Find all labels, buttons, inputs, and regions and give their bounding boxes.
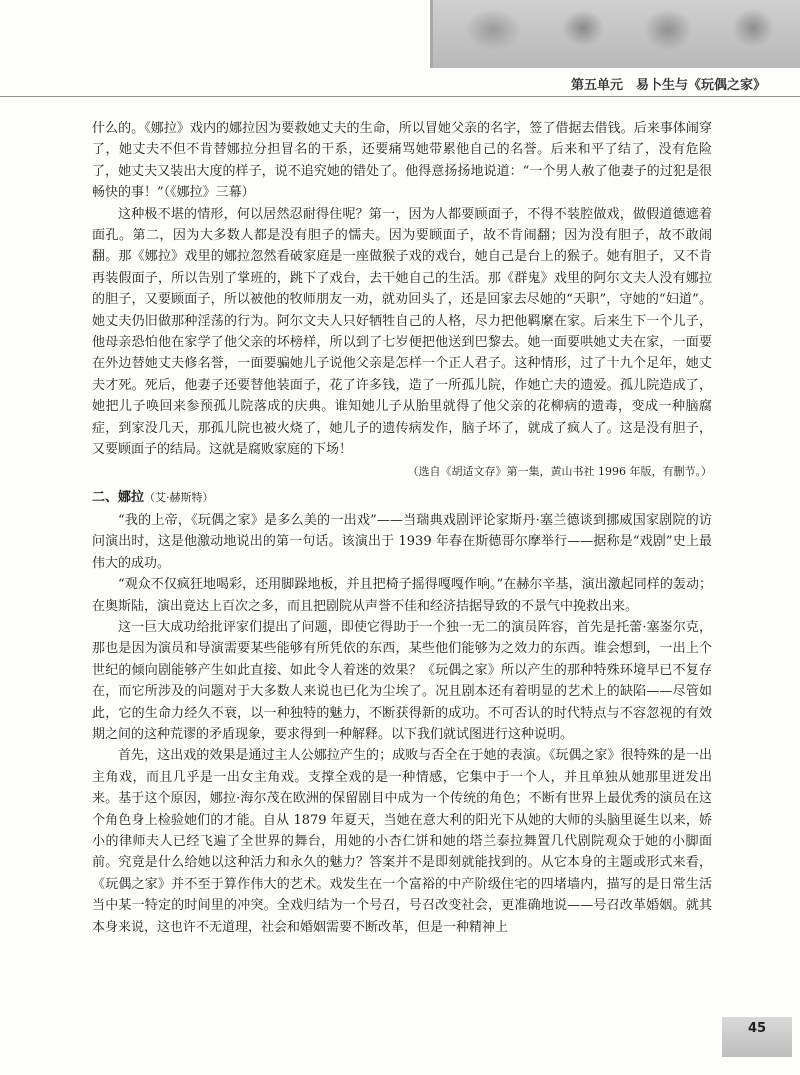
page-number: 45 xyxy=(722,1017,792,1057)
unit-title: 第五单元 易卜生与《玩偶之家》 xyxy=(570,78,766,93)
paragraph: 首先，这出戏的效果是通过主人公娜拉产生的；成败与否全在于她的表演。《玩偶之家》很特殊的是一出主角戏，而且几乎是一出女主角戏。支撑全戏的是一种情感，它集中于一个人，并且单独从她那里迸发出来。基于这个原因，娜拉·海尔茂在欧洲的保留剧目中成为一个传统的角色；不断有世界上最优秀的演员在这个角色身上检验她们的才能。自从 1879 年夏天，当她在意大利的阳光下从她的大师的头脑里诞生以来，娇小的律师夫人已经飞遍了全世界的舞台，用她的小杏仁饼和她的塔兰泰拉舞置几代剧院观众于她的小脚面前。究竟是什么给她以这种活力和永久的魅力？答案并不是即刻就能找到的。从它本身的主题或形式来看，《玩偶之家》并不至于算作伟大的艺术。戏发生在一个富裕的中产阶级住宅的四堵墙内，描写的是日常生活当中某一特定的时间里的冲突。全戏归结为一个号召，号召改变社会，更准确地说——号召改革婚姻。就其本身来说，这也许不无道理，社会和婚姻需要不断改革，但是一种精神上 xyxy=(92,748,712,935)
source-citation: （选自《胡适文存》第一集，黄山书社 1996 年版，有删节。） xyxy=(407,464,712,478)
paragraph: “我的上帝，《玩偶之家》是多么美的一出戏”——当瑞典戏剧评论家斯丹·塞兰德谈到挪威国家剧院的访问演出时，这是他激动地说出的第一句话。该演出于 1939 年春在斯德哥尔摩举行——据称是“戏剧”史上最伟大的成功。 xyxy=(92,512,712,571)
header-divider xyxy=(0,96,800,97)
section-author: （艾·赫斯特） xyxy=(144,490,214,504)
paragraph: 什么的。《娜拉》戏内的娜拉因为要救她丈夫的生命，所以冒她父亲的名字，签了借据去借钱。后来事体闹穿了，她丈夫不但不肯替娜拉分担冒名的干系，还要痛骂她带累他自己的名誉。后来和平了结了，没有危险了，她丈夫又装出大度的样子，说不追究她的错处了。他得意扬扬地说道：“一个男人赦了他妻子的过犯是很畅快的事！”（《娜拉》三幕） xyxy=(92,121,712,201)
header-photo xyxy=(430,0,800,68)
paragraph: 这一巨大成功给批评家们提出了问题，即使它得助于一个独一无二的演员阵容，首先是托蕾·塞崟尔克，那也是因为演员和导演需要某些能够有所凭依的东西，某些他们能够为之效力的东西。谁会想到，一出上个世纪的倾向剧能够产生如此直接、如此令人着迷的效果？《玩偶之家》所以产生的那种特殊环境早已不复存在，而它所涉及的问题对于大多数人来说也已化为尘埃了。况且剧本还有着明显的艺术上的缺陷——尽管如此，它的生命力经久不衰，以一种独特的魅力，不断获得新的成功。不可否认的时代特点与不容忽视的有效期之间的这种荒谬的矛盾现象，要求得到一种解释。以下我们就试图进行这种说明。 xyxy=(92,619,712,742)
page-content xyxy=(92,118,712,938)
section-title: 二、娜拉 xyxy=(92,489,145,505)
section-heading xyxy=(92,487,712,508)
paragraph: “观众不仅疯狂地喝彩，还用脚跺地板，并且把椅子摇得嘎嘎作响。”在赫尔辛基，演出激起同样的轰动；在奥斯陆，演出竟达上百次之多，而且把剧院从声誉不佳和经济拮据导致的不景气中挽救出来。 xyxy=(92,577,712,614)
paragraph: 这种极不堪的情形，何以居然忍耐得住呢？第一，因为人都要顾面子，不得不装腔做戏，做假道德遮着面孔。第二，因为大多数人都是没有胆子的懦夫。因为要顾面子，故不肯闹翻；因为没有胆子，故不敢闹翻。那《娜拉》戏里的娜拉忽然看破家庭是一座做猴子戏的戏台，她自己是台上的猴子。她有胆子，又不肯再装假面子，所以告别了掌班的，跳下了戏台，去干她自己的生活。那《群鬼》戏里的阿尔文夫人没有娜拉的胆子，又要顾面子，所以被他的牧师朋友一劝，就劝回头了，还是回家去尽她的“天职”，守她的“妇道”。她丈夫仍旧做那种淫荡的行为。阿尔文夫人只好牺牲自己的人格，尽力把他羁縻在家。后来生下一个儿子，他母亲恐怕他在家学了他父亲的坏榜样，所以到了七岁便把他送到巴黎去。她一面要哄她丈夫在家，一面要在外边替她丈夫修名誉，一面要骗她儿子说他父亲是怎样一个正人君子。这种情形，过了十九个足年，她丈夫才死。死后，他妻子还要替他装面子，花了许多钱，造了一所孤儿院，作她亡夫的遗爱。孤儿院造成了，她把儿子唤回来参预孤儿院落成的庆典。谁知她儿子从胎里就得了他父亲的花柳病的遗毒，变成一种脑腐症，到家没几天，那孤儿院也被火烧了，她儿子的遗传病发作，脑子坏了，就成了疯人了。这是没有胆子，又要顾面子的结局。这就是腐败家庭的下场！ xyxy=(92,206,712,458)
